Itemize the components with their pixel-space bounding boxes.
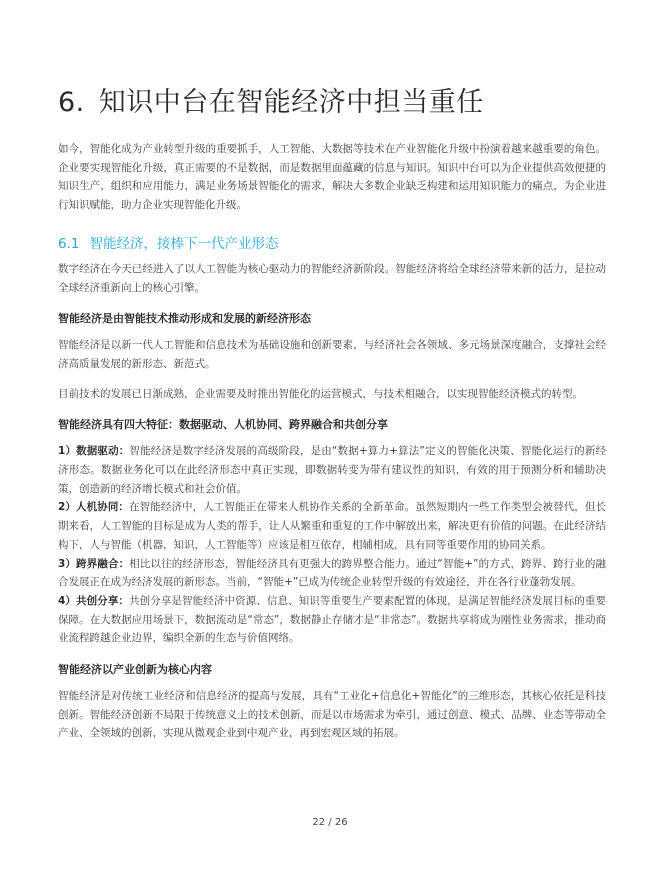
section-lead-paragraph: 数字经济在今天已经进入了以人工智能为核心驱动力的智能经济新阶段。智能经济将给全球经济带来新的活力，是拉动全球经济重新向上的核心引擎。 bbox=[58, 262, 606, 294]
feature-item-data-driven bbox=[58, 442, 606, 498]
subheading-industrial-innovation: 智能经济以产业创新为核心内容 bbox=[58, 663, 212, 677]
feature-text: 智能经济是数字经济发展的高级阶段，是由“数据+算力+算法”定义的智能化决策、智能化运行的新经济形态。数据业务化可以在此经济形态中真正实现，即数据转变为带有建议性的知识，有效的用于预测分析和辅助决策，创造新的经济增长模式和社会价值。 bbox=[58, 445, 606, 495]
feature-text: 共创分享是智能经济中资源、信息、知识等重要生产要素配置的体现，是满足智能经济发展目标的重要保障。在大数据应用场景下，数据流动是“常态”，数据静止存储才是“非常态”。数据共享将成为刚性业务需求，推动商业流程跨越企业边界，编织全新的生态与价值网络。 bbox=[58, 594, 607, 645]
page-content bbox=[58, 140, 606, 743]
feature-label: 3）跨界融合： bbox=[58, 557, 130, 570]
section-number: 6.1 bbox=[58, 235, 80, 252]
section-heading bbox=[58, 232, 606, 252]
intro-paragraph: 如今，智能化成为产业转型升级的重要抓手，人工智能、大数据等技术在产业智能化升级中扮演着越来越重要的角色。企业要实现智能化升级，真正需要的不是数据，而是数据里面蕴藏的信息与知识。知识中台可以为企业提供高效便捷的知识生产、组织和应用能力，满足业务场景智能化的需求，解决大多数企业缺乏构建和运用知识能力的痛点，为企业进行知识赋能，助力企业实现智能化升级。 bbox=[58, 143, 606, 212]
chapter-title bbox=[58, 80, 484, 119]
feature-label: 4）共创分享： bbox=[58, 594, 130, 607]
page-number: 22 / 26 bbox=[312, 817, 348, 828]
feature-label: 1）数据驱动： bbox=[58, 445, 130, 458]
subheading-four-features: 智能经济具有四大特征：数据驱动、人机协同、跨界融合和共创分享 bbox=[58, 418, 388, 432]
paragraph-definition: 智能经济是以新一代人工智能和信息技术为基础设施和创新要素，与经济社会各领域、多元场景深度融合，支撑社会经济高质量发展的新形态、新范式。 bbox=[58, 339, 606, 370]
feature-text: 相比以往的经济形态，智能经济具有更强大的跨界整合能力。通过“智能+”的方式，跨界、跨行业的融合发展正在成为经济发展的新形态。当前，“智能+”已成为传统企业转型升级的有效途径，并在各行业蓬勃发展。 bbox=[58, 557, 606, 589]
feature-list bbox=[58, 442, 606, 648]
paragraph-transformation: 目前技术的发展已日渐成熟，企业需要及时推出智能化的运营模式，与技术相融合，以实现智能经济模式的转型。 bbox=[58, 387, 583, 400]
subheading-new-economic-form: 智能经济是由智能技术推动形成和发展的新经济形态 bbox=[58, 312, 311, 326]
chapter-number: 6. bbox=[58, 87, 85, 118]
feature-text: 在智能经济中，人工智能正在带来人机协作关系的全新革命。虽然短期内一些工作类型会被替代，但长期来看，人工智能的目标是成为人类的帮手，让人从繁重和重复的工作中解放出来，解决更有价值的问题。在此经济结构下，人与智能（机器，知识，人工智能等）应该是相互依存，相辅相成，具有同等重要作用的协同关系。 bbox=[58, 501, 607, 551]
section-title: 智能经济，接棒下一代产业形态 bbox=[89, 235, 279, 252]
feature-label: 2）人机协同： bbox=[58, 501, 130, 514]
feature-item-human-machine bbox=[58, 498, 606, 554]
chapter-title-text: 知识中台在智能经济中担当重任 bbox=[98, 87, 484, 118]
paragraph-innovation: 智能经济是对传统工业经济和信息经济的提高与发展，具有“工业化+信息化+智能化”的三维形态，其核心依托是科技创新。智能经济创新不局限于传统意义上的技术创新，而是以市场需求为牵引，通过创意、模式、品牌、业态等带动全产业、全领域的创新，实现从微观企业到中观产业，再到宏观区域的拓展。 bbox=[58, 690, 606, 740]
feature-item-cross-border bbox=[58, 555, 606, 592]
feature-item-co-create-share bbox=[58, 592, 606, 648]
